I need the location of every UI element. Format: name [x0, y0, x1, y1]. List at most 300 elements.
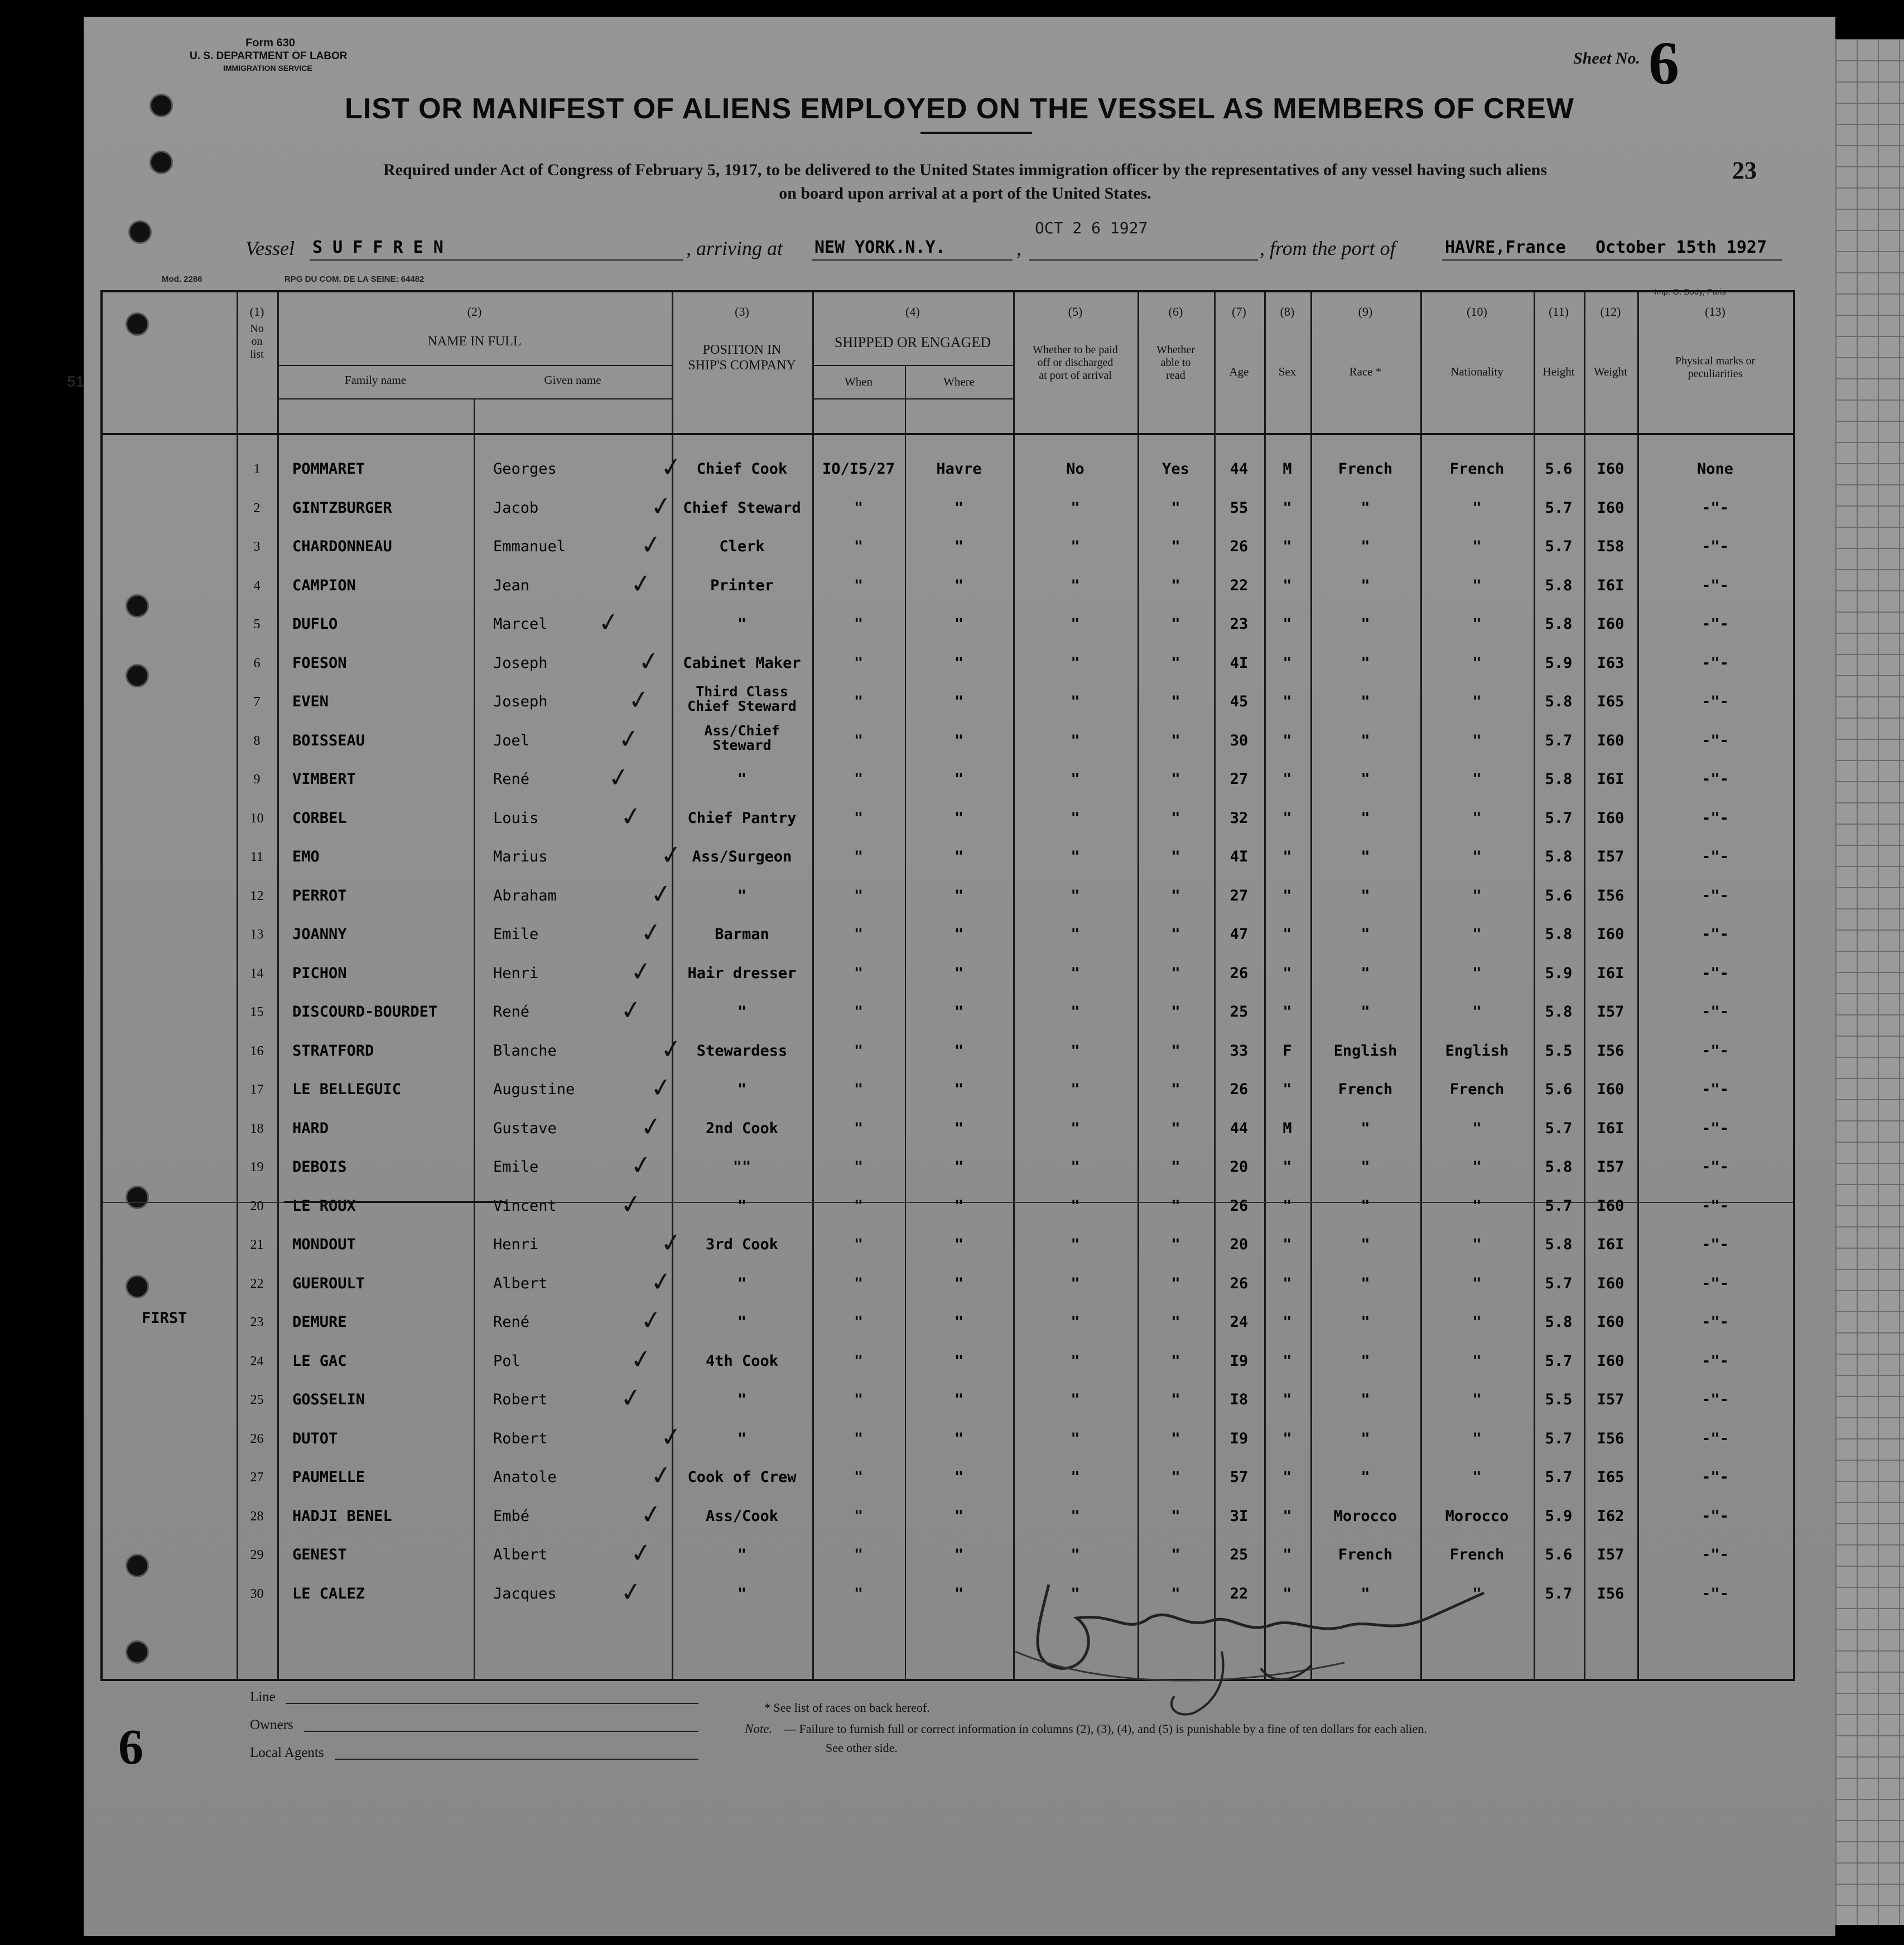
sex: M — [1283, 1119, 1292, 1137]
race: " — [1361, 1469, 1370, 1486]
check-mark-icon: ✓ — [638, 916, 664, 949]
grid-paper-edge — [1835, 39, 1904, 1925]
shipped-when: " — [854, 926, 864, 943]
position: " — [737, 1081, 747, 1098]
punch-hole — [150, 94, 173, 117]
given-name: Emile — [493, 926, 539, 943]
row-number: 4 — [253, 578, 261, 593]
check-mark-icon: ✓ — [648, 489, 674, 522]
margin-mark: 51 — [67, 373, 85, 390]
race: " — [1361, 1197, 1370, 1215]
weight: I6I — [1597, 964, 1625, 982]
check-mark-icon: ✓ — [638, 1498, 664, 1530]
race: " — [1361, 771, 1370, 788]
age: 22 — [1230, 1585, 1249, 1602]
col7-number: (7) — [1232, 305, 1246, 319]
line-rule — [286, 1703, 698, 1704]
race: " — [1361, 1429, 1370, 1447]
shipped-when: " — [854, 1546, 864, 1563]
row-number: 8 — [253, 733, 261, 748]
paid-off: " — [1071, 1197, 1080, 1215]
shipped-when: " — [854, 1158, 864, 1176]
sex: " — [1283, 926, 1292, 943]
weight: I63 — [1597, 654, 1625, 672]
given-name: Abraham — [493, 887, 557, 904]
family-name: GUEROULT — [292, 1274, 365, 1292]
position: Stewardess — [696, 1042, 788, 1060]
shipped-where: " — [954, 693, 964, 710]
sex: " — [1283, 964, 1292, 982]
row-number: 20 — [250, 1198, 264, 1214]
note-text: — Failure to furnish full or correct information in columns (2), (3), (4), and (5) is punishable by a fine of ten dollars for each alien. — [784, 1722, 1427, 1736]
position: Ass/Surgeon — [692, 848, 792, 865]
able-to-read: " — [1171, 1391, 1180, 1408]
punch-hole — [128, 220, 152, 244]
given-name: Robert — [493, 1391, 548, 1408]
sex: " — [1283, 1274, 1292, 1292]
physical-marks: -"- — [1701, 1042, 1729, 1060]
check-mark-icon: ✓ — [628, 1148, 654, 1182]
position: 3rd Cook — [705, 1236, 779, 1253]
paid-off: " — [1071, 848, 1080, 865]
weight: I56 — [1597, 1429, 1625, 1447]
age: 45 — [1230, 693, 1249, 710]
race: " — [1361, 848, 1370, 865]
race: " — [1361, 1003, 1370, 1020]
given-name: Marius — [493, 848, 548, 865]
age: I8 — [1230, 1391, 1249, 1408]
sex: " — [1283, 1585, 1292, 1602]
weight: I6I — [1597, 576, 1625, 594]
check-mark-icon: ✓ — [648, 877, 674, 910]
shipped-when: " — [854, 1236, 864, 1253]
position: Third Class Chief Steward — [687, 683, 797, 714]
given-name: Augustine — [493, 1081, 575, 1098]
shipped-when: " — [854, 538, 864, 555]
shipped-when: " — [854, 1081, 864, 1098]
position: Printer — [710, 576, 774, 594]
row-number: 1 — [253, 462, 261, 476]
nationality: " — [1472, 809, 1482, 827]
check-mark-icon: ✓ — [638, 1110, 664, 1143]
shipped-where: " — [954, 654, 964, 672]
check-mark-icon: ✓ — [648, 1265, 674, 1298]
weight: I57 — [1597, 848, 1625, 865]
given-name: Joel — [493, 731, 530, 749]
row-number: 25 — [250, 1393, 264, 1407]
able-to-read: " — [1171, 654, 1180, 672]
paid-off: " — [1071, 1236, 1080, 1253]
position: " — [737, 1585, 747, 1602]
height: 5.7 — [1545, 809, 1573, 827]
sex: " — [1283, 1081, 1292, 1098]
shipped-where: " — [954, 538, 964, 555]
sex: " — [1283, 654, 1292, 672]
height: 5.7 — [1545, 1352, 1573, 1370]
age: 32 — [1230, 809, 1249, 827]
weight: I6I — [1597, 1236, 1625, 1253]
row-number: 22 — [250, 1276, 264, 1291]
able-to-read: " — [1171, 887, 1180, 904]
weight: I56 — [1597, 887, 1625, 904]
col13-header: Physical marks or peculiarities — [1675, 355, 1756, 380]
family-name: DEMURE — [292, 1313, 347, 1331]
check-mark-icon: ✓ — [658, 450, 685, 484]
paid-off: No — [1066, 460, 1084, 478]
weight: I60 — [1597, 809, 1625, 827]
age: I9 — [1230, 1429, 1249, 1447]
family-name: FOESON — [292, 654, 347, 672]
age: 27 — [1230, 771, 1249, 788]
col7-header: Age — [1229, 365, 1249, 378]
shipped-where: " — [954, 1081, 964, 1098]
paid-off: " — [1071, 771, 1080, 788]
height: 5.8 — [1545, 1158, 1573, 1176]
nationality: " — [1472, 771, 1482, 788]
see-other-side: See other side. — [826, 1741, 898, 1755]
check-mark-icon: ✓ — [628, 1536, 654, 1570]
nationality: " — [1472, 1274, 1482, 1292]
nationality: " — [1472, 654, 1482, 672]
owners-label: Owners — [250, 1717, 293, 1732]
col5-number: (5) — [1068, 305, 1083, 319]
position: Chief Cook — [696, 460, 788, 478]
race: French — [1338, 1081, 1393, 1098]
punch-hole — [150, 151, 173, 174]
age: 22 — [1230, 576, 1249, 594]
family-name: DUFLO — [292, 615, 338, 633]
shipped-where: " — [954, 809, 964, 827]
header-bottom-rule — [103, 433, 1793, 435]
row-number: 14 — [250, 966, 264, 981]
given-name: René — [493, 1003, 530, 1020]
check-mark-icon: ✓ — [648, 1071, 674, 1104]
title-underline — [920, 132, 1032, 134]
age: 26 — [1230, 964, 1249, 982]
col6-header: Whether able to read — [1156, 344, 1195, 382]
physical-marks: -"- — [1701, 1236, 1729, 1253]
age: 20 — [1230, 1158, 1249, 1176]
able-to-read: " — [1171, 926, 1180, 943]
check-mark-icon: ✓ — [628, 955, 654, 988]
header-rule — [277, 365, 672, 366]
physical-marks: -"- — [1701, 1003, 1729, 1020]
header-rule — [812, 365, 1013, 366]
sex: " — [1283, 1158, 1292, 1176]
shipped-when: " — [854, 1119, 864, 1137]
row-number: 5 — [253, 617, 261, 632]
check-mark-icon: ✓ — [648, 1458, 674, 1492]
age: 3I — [1230, 1507, 1249, 1525]
age: 57 — [1230, 1469, 1249, 1486]
height: 5.7 — [1545, 1197, 1573, 1215]
able-to-read: Yes — [1162, 460, 1189, 478]
able-to-read: " — [1171, 1546, 1180, 1563]
able-to-read: " — [1171, 1042, 1180, 1060]
paid-off: " — [1071, 1158, 1080, 1176]
sex: " — [1283, 887, 1292, 904]
col3-number: (3) — [735, 305, 749, 319]
paid-off: " — [1071, 576, 1080, 594]
row-number: 26 — [250, 1431, 264, 1446]
shipped-when: " — [854, 1585, 864, 1602]
family-name: PERROT — [292, 887, 347, 904]
given-name: Emmanuel — [493, 538, 566, 555]
able-to-read: " — [1171, 1119, 1180, 1137]
col9-number: (9) — [1358, 305, 1373, 319]
nationality: " — [1472, 576, 1482, 594]
physical-marks: -"- — [1701, 964, 1729, 982]
weight: I60 — [1597, 1352, 1625, 1370]
height: 5.9 — [1545, 654, 1573, 672]
height: 5.8 — [1545, 1003, 1573, 1020]
crew-table — [100, 290, 1795, 1681]
shipped-where: " — [954, 1158, 964, 1176]
physical-marks: -"- — [1701, 1197, 1729, 1215]
shipped-where: " — [954, 1313, 964, 1331]
nationality: " — [1472, 964, 1482, 982]
paid-off: " — [1071, 1546, 1080, 1563]
family-name: LE BELLEGUIC — [292, 1081, 402, 1098]
able-to-read: " — [1171, 1585, 1180, 1602]
weight: I60 — [1597, 460, 1625, 478]
able-to-read: " — [1171, 1469, 1180, 1486]
height: 5.8 — [1545, 576, 1573, 594]
family-name: CHARDONNEAU — [292, 538, 392, 555]
age: 44 — [1230, 1119, 1249, 1137]
position: " — [737, 615, 747, 633]
col1-number: (1) — [249, 305, 264, 319]
height: 5.6 — [1545, 887, 1573, 904]
given-name: Blanche — [493, 1042, 557, 1060]
given-name: René — [493, 771, 530, 788]
age: 26 — [1230, 1197, 1249, 1215]
height: 5.8 — [1545, 1313, 1573, 1331]
sex: " — [1283, 615, 1292, 633]
family-name: VIMBERT — [292, 771, 356, 788]
position: " — [737, 1274, 747, 1292]
col11-header: Height — [1543, 365, 1575, 378]
check-mark-icon: ✓ — [618, 993, 644, 1027]
race: " — [1361, 731, 1370, 749]
row-number: 10 — [250, 811, 264, 826]
age: 4I — [1230, 848, 1249, 865]
row-number: 13 — [250, 927, 264, 942]
weight: I60 — [1597, 1081, 1625, 1098]
position: " — [737, 1429, 747, 1447]
shipped-when: " — [854, 1391, 864, 1408]
col2-number: (2) — [467, 305, 482, 319]
sex: " — [1283, 576, 1292, 594]
weight: I62 — [1597, 1507, 1625, 1525]
physical-marks: -"- — [1701, 654, 1729, 672]
sex: " — [1283, 1546, 1292, 1563]
able-to-read: " — [1171, 848, 1180, 865]
able-to-read: " — [1171, 1507, 1180, 1525]
race: French — [1338, 460, 1393, 478]
family-name: DUTOT — [292, 1429, 338, 1447]
sex: " — [1283, 809, 1292, 827]
check-mark-icon: ✓ — [616, 722, 642, 755]
paid-off: " — [1071, 615, 1080, 633]
row-number: 16 — [250, 1043, 264, 1058]
row-number: 21 — [250, 1238, 264, 1252]
position: Cabinet Maker — [683, 654, 801, 672]
weight: I6I — [1597, 771, 1625, 788]
able-to-read: " — [1171, 809, 1180, 827]
able-to-read: " — [1171, 1274, 1180, 1292]
height: 5.8 — [1545, 693, 1573, 710]
family-name: POMMARET — [292, 460, 365, 478]
sex: " — [1283, 1197, 1292, 1215]
weight: I60 — [1597, 1197, 1625, 1215]
strikethrough — [284, 1201, 507, 1203]
weight: I65 — [1597, 693, 1625, 710]
sex: " — [1283, 1507, 1292, 1525]
row-number: 3 — [253, 540, 261, 554]
header-rule — [812, 398, 1013, 399]
able-to-read: " — [1171, 731, 1180, 749]
family-name: GINTZBURGER — [292, 499, 392, 517]
col8-number: (8) — [1280, 305, 1295, 319]
shipped-when: " — [854, 576, 864, 594]
family-name: PAUMELLE — [292, 1469, 365, 1486]
physical-marks: -"- — [1701, 887, 1729, 904]
position: Chief Steward — [683, 499, 801, 517]
given-name: Embé — [493, 1507, 530, 1525]
nationality: " — [1472, 1391, 1482, 1408]
check-mark-icon: ✓ — [618, 1575, 644, 1608]
page-count: 23 — [1732, 157, 1757, 184]
physical-marks: -"- — [1701, 538, 1729, 555]
shipped-when: " — [854, 848, 864, 865]
row-number: 7 — [253, 695, 261, 709]
race: " — [1361, 1158, 1370, 1176]
given-name: Jacques — [493, 1585, 557, 1602]
row-number: 27 — [250, 1470, 264, 1485]
row-number: 28 — [250, 1509, 264, 1524]
sex: " — [1283, 1313, 1292, 1331]
nationality: " — [1472, 848, 1482, 865]
family-name: CORBEL — [292, 809, 347, 827]
age: 47 — [1230, 926, 1249, 943]
col12-header: Weight — [1593, 365, 1628, 378]
family-name: BOISSEAU — [292, 731, 365, 749]
physical-marks: -"- — [1701, 771, 1729, 788]
check-mark-icon: ✓ — [618, 1381, 644, 1414]
given-name: Emile — [493, 1158, 539, 1176]
paid-off: " — [1071, 1429, 1080, 1447]
position: "" — [732, 1158, 751, 1176]
physical-marks: -"- — [1701, 693, 1729, 710]
vessel-rule — [310, 259, 683, 261]
shipped-when: " — [854, 654, 864, 672]
weight: I60 — [1597, 499, 1625, 517]
race: English — [1333, 1042, 1397, 1060]
race: " — [1361, 1313, 1370, 1331]
shipped-when: " — [854, 1313, 864, 1331]
shipped-where: " — [954, 615, 964, 633]
paid-off: " — [1071, 499, 1080, 517]
given-name: Marcel — [493, 615, 548, 633]
physical-marks: -"- — [1701, 499, 1729, 517]
given-name: Georges — [493, 460, 557, 478]
shipped-where: " — [954, 1119, 964, 1137]
agents-rule — [335, 1759, 698, 1760]
sex: " — [1283, 1003, 1292, 1020]
owners-rule — [304, 1731, 698, 1732]
able-to-read: " — [1171, 1313, 1180, 1331]
comma-1: , — [1016, 237, 1021, 259]
printer-left: RPG DU COM. DE LA SEINE: 64482 — [285, 275, 425, 284]
height: 5.6 — [1545, 460, 1573, 478]
weight: I60 — [1597, 926, 1625, 943]
col13-number: (13) — [1705, 305, 1725, 319]
race: " — [1361, 1391, 1370, 1408]
col10-header: Nationality — [1450, 365, 1503, 378]
nationality: " — [1472, 887, 1482, 904]
height: 5.7 — [1545, 538, 1573, 555]
physical-marks: -"- — [1701, 1546, 1729, 1563]
shipped-where: " — [954, 1507, 964, 1525]
nationality: French — [1449, 1546, 1505, 1563]
check-mark-icon: ✓ — [606, 760, 632, 794]
nationality: " — [1472, 615, 1482, 633]
nationality: " — [1472, 1236, 1482, 1253]
family-name: HADJI BENEL — [292, 1507, 392, 1525]
age: 23 — [1230, 615, 1249, 633]
sex: " — [1283, 1469, 1292, 1486]
col4b-header: Where — [943, 375, 975, 388]
stamp-rule — [1029, 259, 1258, 261]
paid-off: " — [1071, 538, 1080, 555]
height: 5.6 — [1545, 1081, 1573, 1098]
form-number: Form 630 — [245, 37, 295, 49]
check-mark-icon: ✓ — [626, 683, 652, 716]
physical-marks: -"- — [1701, 926, 1729, 943]
able-to-read: " — [1171, 1081, 1180, 1098]
able-to-read: " — [1171, 1352, 1180, 1370]
shipped-when: " — [854, 771, 864, 788]
note-label: Note. — [745, 1722, 773, 1736]
from-port: HAVRE,France — [1445, 238, 1566, 257]
height: 5.5 — [1545, 1391, 1573, 1408]
race: " — [1361, 964, 1370, 982]
sex: " — [1283, 499, 1292, 517]
shipped-when: IO/I5/27 — [822, 460, 895, 478]
paid-off: " — [1071, 654, 1080, 672]
check-mark-icon: ✓ — [636, 644, 662, 677]
physical-marks: -"- — [1701, 1507, 1729, 1525]
age: I9 — [1230, 1352, 1249, 1370]
nationality: English — [1445, 1042, 1509, 1060]
from-port-rule — [1442, 259, 1782, 261]
position: Cook of Crew — [687, 1469, 797, 1486]
shipped-when: " — [854, 887, 864, 904]
weight: I60 — [1597, 1274, 1625, 1292]
family-name: DISCOURD-BOURDET — [292, 1003, 438, 1020]
shipped-where: " — [954, 499, 964, 517]
agents-label: Local Agents — [250, 1745, 324, 1760]
age: 26 — [1230, 1081, 1249, 1098]
age: 44 — [1230, 460, 1249, 478]
nationality: " — [1472, 1313, 1482, 1331]
col1-header: No on list — [250, 322, 264, 360]
family-name: GOSSELIN — [292, 1391, 365, 1408]
physical-marks: -"- — [1701, 1469, 1729, 1486]
paid-off: " — [1071, 1469, 1080, 1486]
arriving-rule — [812, 259, 1013, 261]
